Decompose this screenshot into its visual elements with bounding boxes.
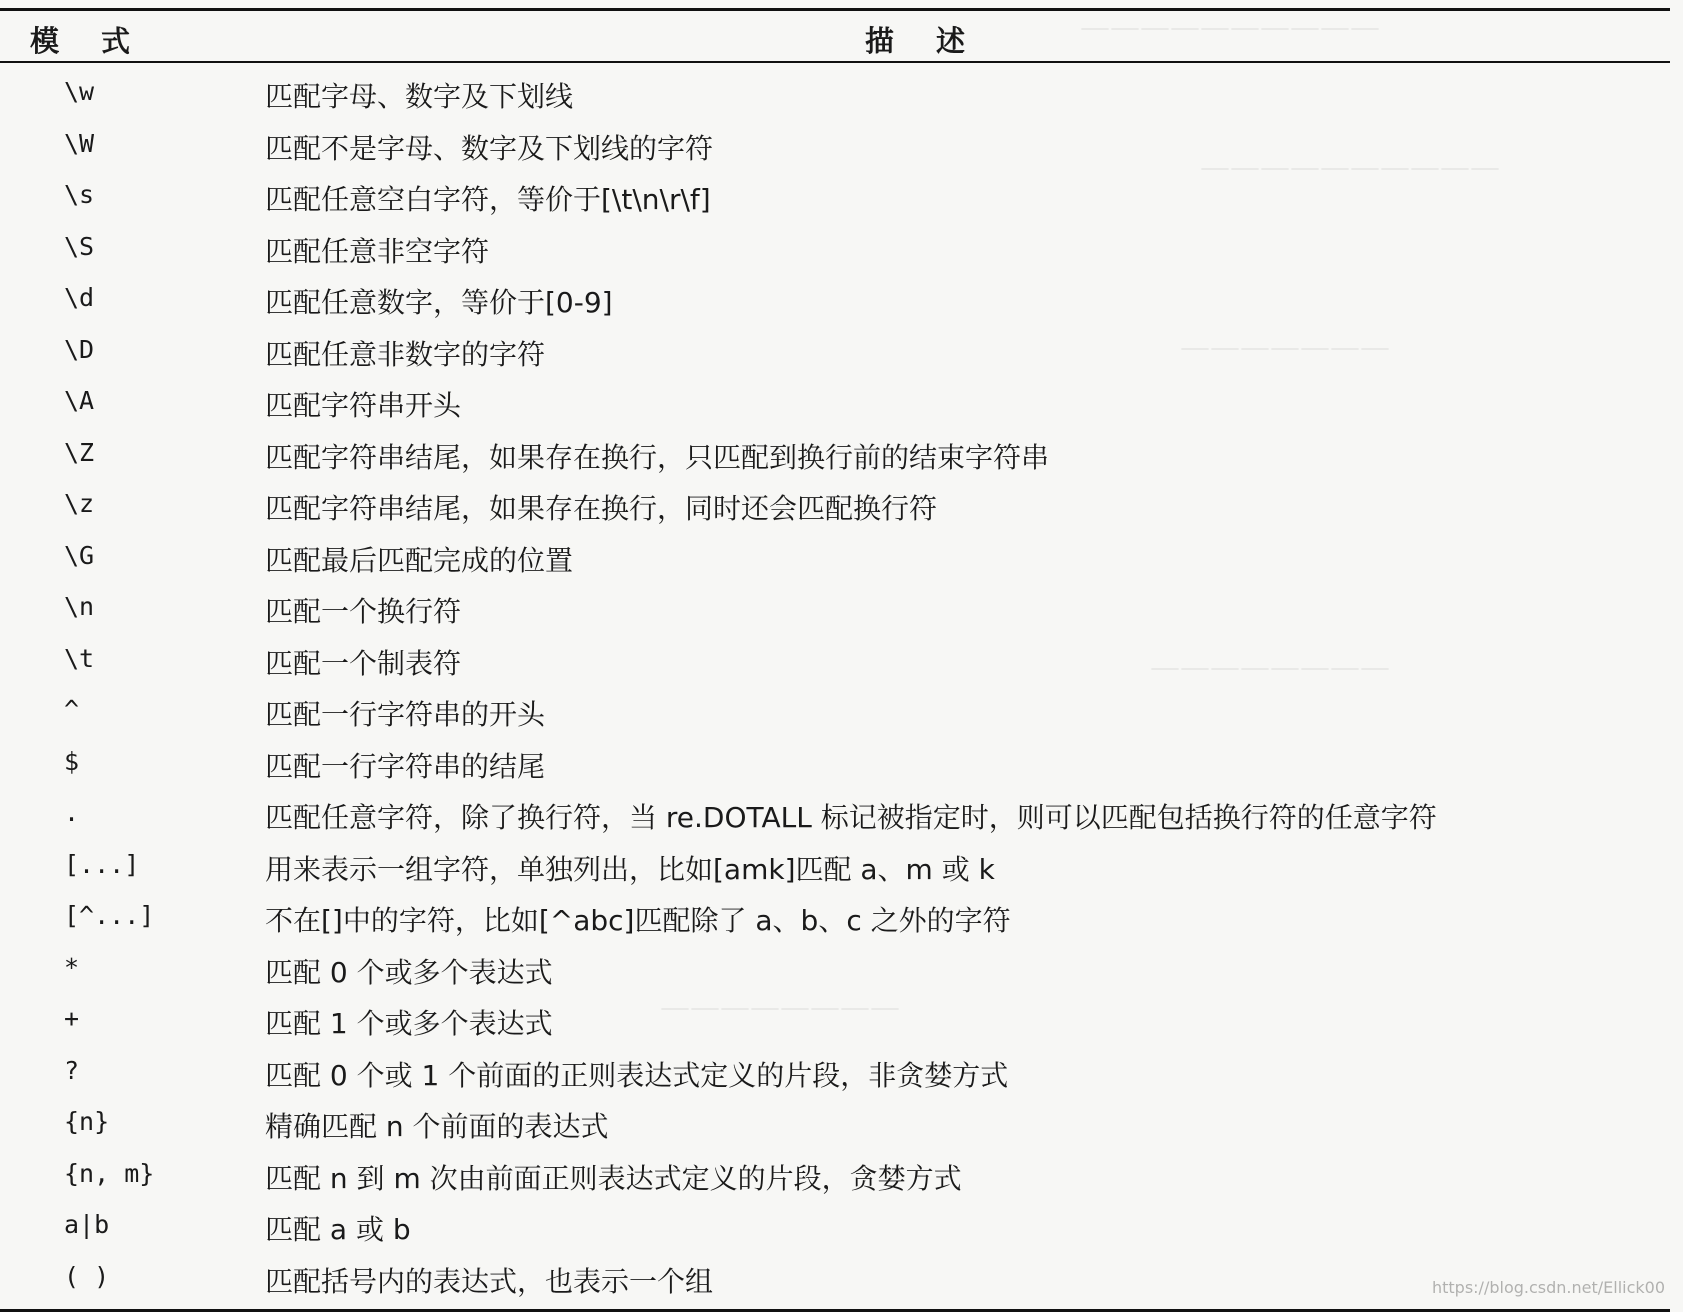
- table-row: [0, 788, 1670, 840]
- pattern-cell: .: [64, 798, 80, 827]
- description-cell: 匹配 n 到 m 次由前面正则表达式定义的片段，贪婪方式: [265, 1161, 962, 1195]
- table-row: [0, 428, 1670, 480]
- pattern-cell: \d: [64, 283, 95, 312]
- description-cell: 匹配字符串结尾，如果存在换行，同时还会匹配换行符: [265, 492, 938, 525]
- description-cell: 精确匹配 n 个前面的表达式: [265, 1110, 609, 1143]
- pattern-cell: +: [64, 1004, 80, 1033]
- table-row: [0, 170, 1670, 222]
- table-row: [0, 1097, 1670, 1149]
- table-row: [0, 222, 1670, 274]
- description-cell: 匹配任意非数字的字符: [265, 337, 546, 371]
- pattern-cell: \D: [64, 334, 95, 364]
- description-cell: 匹配任意字符，除了换行符，当 re.DOTALL 标记被指定时，则可以匹配包括换行符的任意字符: [265, 801, 1437, 834]
- table-row: [0, 582, 1670, 634]
- pattern-cell: \s: [64, 180, 95, 209]
- pattern-cell: \z: [64, 489, 95, 518]
- pattern-cell: *: [64, 952, 80, 982]
- pattern-cell: \t: [64, 643, 95, 673]
- description-cell: 匹配最后匹配完成的位置: [265, 543, 574, 577]
- pattern-cell: \S: [64, 231, 95, 261]
- description-cell: 匹配字母、数字及下划线: [265, 80, 574, 113]
- table-row: [0, 531, 1670, 583]
- table-row: [0, 1149, 1670, 1201]
- header-description: 描述: [865, 24, 1008, 58]
- table-row: [0, 994, 1670, 1046]
- description-cell: 匹配字符串开头: [265, 389, 462, 422]
- table-row: [0, 119, 1670, 171]
- bleed-through-text: ————————: [1150, 650, 1390, 685]
- bleed-through-text: ————————: [660, 990, 900, 1025]
- pattern-cell: {n}: [64, 1107, 110, 1136]
- table-row: [0, 273, 1670, 325]
- description-cell: 匹配任意数字，等价于[0-9]: [265, 286, 613, 319]
- pattern-cell: [^...]: [64, 901, 155, 930]
- table-row: [0, 943, 1670, 995]
- pattern-cell: \Z: [64, 437, 95, 467]
- table-row: [0, 737, 1670, 789]
- regex-table: [0, 8, 1670, 1312]
- table-row: [0, 891, 1670, 943]
- pattern-cell: \w: [64, 77, 95, 106]
- description-cell: 用来表示一组字符，单独列出，比如[amk]匹配 a、m 或 k: [265, 852, 995, 886]
- pattern-cell: \A: [64, 386, 95, 415]
- description-cell: 匹配字符串结尾，如果存在换行，只匹配到换行前的结束字符串: [265, 440, 1050, 474]
- table-row: [0, 1252, 1670, 1304]
- table-body: [0, 63, 1670, 1309]
- table-row: [0, 1200, 1670, 1252]
- description-cell: 匹配 a 或 b: [265, 1213, 411, 1246]
- pattern-cell: {n, m}: [64, 1158, 155, 1188]
- table-row: [0, 685, 1670, 737]
- description-cell: 匹配任意空白字符，等价于[\t\n\r\f]: [265, 183, 711, 216]
- pattern-cell: $: [64, 746, 80, 776]
- pattern-cell: [...]: [64, 849, 140, 879]
- description-cell: 匹配一行字符串的开头: [265, 698, 546, 731]
- description-cell: 匹配一个换行符: [265, 595, 462, 628]
- header-pattern: 模式: [30, 24, 173, 58]
- description-cell: 匹配一行字符串的结尾: [265, 749, 546, 783]
- table-row: [0, 840, 1670, 892]
- description-cell: 匹配 0 个或多个表达式: [265, 955, 553, 989]
- pattern-cell: ( ): [64, 1261, 110, 1291]
- pattern-cell: ^: [64, 695, 80, 724]
- description-cell: 匹配 1 个或多个表达式: [265, 1007, 553, 1040]
- pattern-cell: a|b: [64, 1210, 110, 1239]
- bleed-through-text: ———————: [1180, 330, 1390, 365]
- table-row: [0, 634, 1670, 686]
- watermark-url: https://blog.csdn.net/Ellick00: [1431, 1278, 1665, 1297]
- description-cell: 不在[]中的字符，比如[^abc]匹配除了 a、b、c 之外的字符: [265, 904, 1011, 937]
- description-cell: 匹配任意非空字符: [265, 234, 490, 268]
- pattern-cell: \W: [64, 128, 95, 158]
- bleed-through-text: ——————————: [1080, 10, 1380, 45]
- table-row: [0, 376, 1670, 428]
- description-cell: 匹配一个制表符: [265, 646, 462, 680]
- table-row: [0, 325, 1670, 377]
- pattern-cell: \n: [64, 592, 95, 621]
- table-row: [0, 67, 1670, 119]
- pattern-cell: ?: [64, 1055, 80, 1085]
- table-header: [0, 11, 1670, 61]
- table-row: [0, 479, 1670, 531]
- description-cell: 匹配不是字母、数字及下划线的字符: [265, 131, 714, 165]
- description-cell: 匹配 0 个或 1 个前面的正则表达式定义的片段，非贪婪方式: [265, 1058, 1009, 1092]
- description-cell: 匹配括号内的表达式，也表示一个组: [265, 1264, 714, 1298]
- bleed-through-text: ——————————: [1200, 150, 1500, 185]
- pattern-cell: \G: [64, 540, 95, 570]
- table-row: [0, 1046, 1670, 1098]
